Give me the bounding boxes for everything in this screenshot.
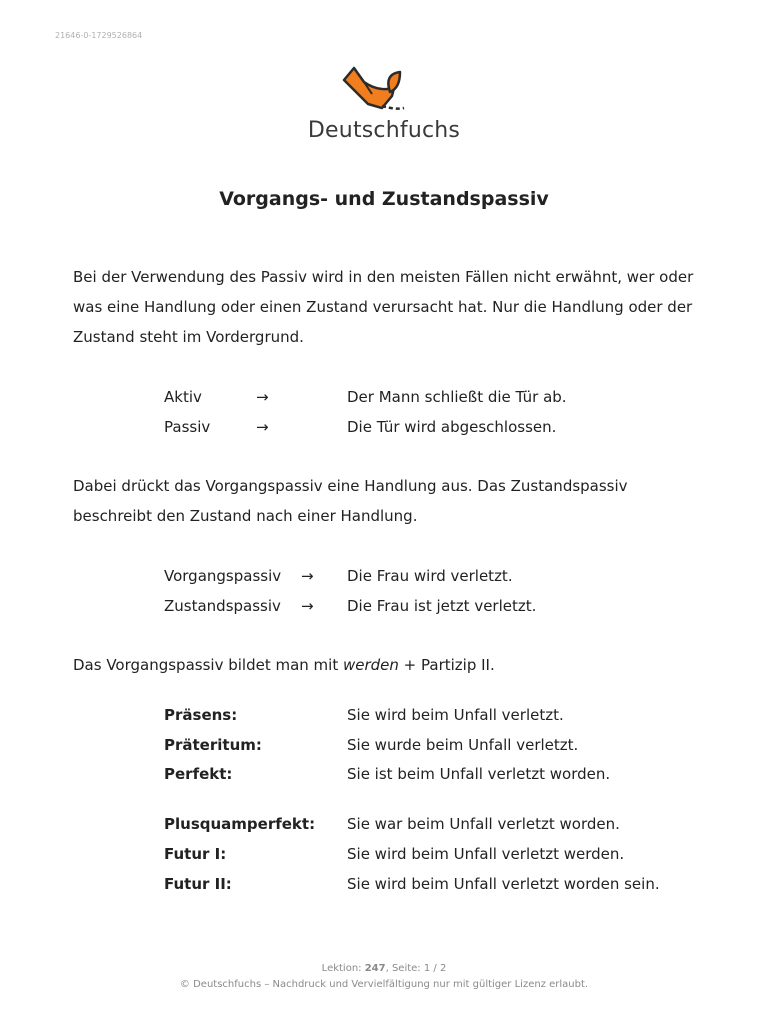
example-sentence: Der Mann schließt die Tür ab. — [347, 388, 567, 406]
intro-paragraph: Bei der Verwendung des Passiv wird in den meisten Fällen nicht erwähnt, wer oder was eine Handlung oder einen Zustand verursacht hat. Nur die Handlung oder der Zustand steht im Vordergrund. — [73, 268, 694, 346]
document-id: 21646-0-1729526864 — [55, 31, 143, 40]
tense-sentence: Sie wird beim Unfall verletzt worden sein. — [347, 875, 660, 893]
example-label: Vorgangspassiv — [164, 567, 282, 585]
fox-logo-icon — [338, 66, 430, 116]
formation-text: + Partizip II. — [398, 656, 495, 674]
tense-sentence: Sie ist beim Unfall verletzt worden. — [347, 765, 611, 783]
arrow-icon: → — [301, 597, 314, 615]
lesson-number: 247 — [364, 963, 386, 974]
tense-label: Präteritum: — [164, 736, 262, 754]
tense-label: Plusquamperfekt: — [164, 815, 316, 833]
example-sentence: Die Frau ist jetzt verletzt. — [347, 597, 537, 615]
formation-verb: werden — [342, 656, 399, 674]
tense-sentence: Sie wurde beim Unfall verletzt. — [347, 736, 579, 754]
tense-label: Präsens: — [164, 706, 238, 724]
logo — [0, 66, 768, 143]
footer-copyright: © Deutschfuchs – Nachdruck und Vervielfältigung nur mit gültiger Lizenz erlaubt. — [179, 979, 589, 990]
formation-paragraph — [73, 650, 698, 680]
footer-pagination — [0, 963, 768, 974]
tense-label: Futur I: — [164, 845, 227, 863]
tense-sentence: Sie wird beim Unfall verletzt werden. — [347, 845, 625, 863]
arrow-icon: → — [256, 418, 269, 436]
example-label: Passiv — [164, 418, 211, 436]
page-title: Vorgangs- und Zustandspassiv — [219, 188, 549, 210]
brand-name: Deutschfuchs — [307, 118, 461, 143]
tense-label: Futur II: — [164, 875, 232, 893]
example-label: Aktiv — [164, 388, 202, 406]
lesson-label: Lektion: — [321, 963, 365, 974]
explanation-paragraph: Dabei drückt das Vorgangspassiv eine Handlung aus. Das Zustandspassiv beschreibt den Zustand nach einer Handlung. — [73, 477, 628, 525]
arrow-icon: → — [301, 567, 314, 585]
example-label: Zustandspassiv — [164, 597, 281, 615]
tense-sentence: Sie wird beim Unfall verletzt. — [347, 706, 564, 724]
page-label: , Seite: 1 / 2 — [385, 963, 447, 974]
example-sentence: Die Tür wird abgeschlossen. — [347, 418, 557, 436]
formation-text: Das Vorgangspassiv bildet man mit — [73, 656, 343, 674]
example-sentence: Die Frau wird verletzt. — [347, 567, 513, 585]
tense-label: Perfekt: — [164, 765, 233, 783]
arrow-icon: → — [256, 388, 269, 406]
tense-sentence: Sie war beim Unfall verletzt worden. — [347, 815, 620, 833]
